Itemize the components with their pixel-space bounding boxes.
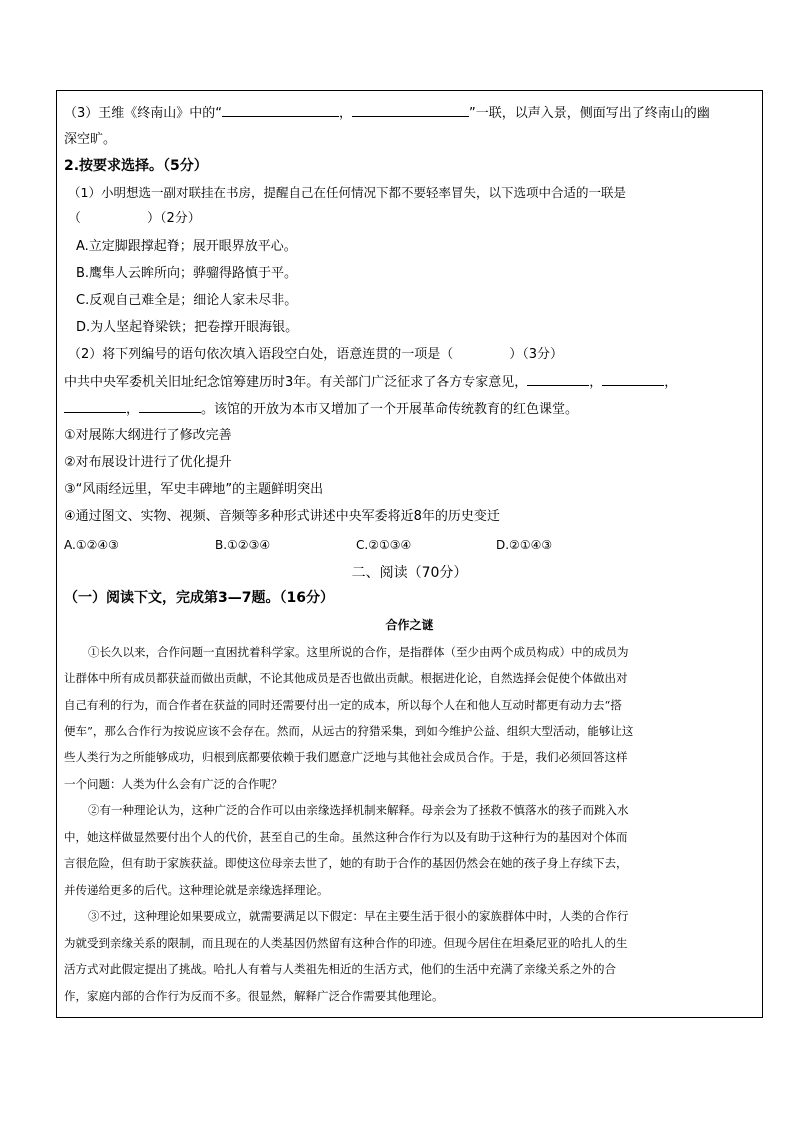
item-2: ②对布展设计进行了优化提升: [64, 455, 232, 470]
punctuation: ，: [589, 375, 603, 390]
question-text: ）（3分）: [509, 347, 564, 362]
question-text: （2）将下列编号的语句依次填入语段空白处，语意连贯的一项是（: [68, 347, 454, 362]
question-2-2: [68, 346, 563, 364]
article-line: 活方式对此假定提出了挑战。哈扎人有着与人类祖先相近的生活方式，他们的生活中充满了亲缘关系之外的合: [64, 962, 616, 976]
question-text: （3）王维《终南山》中的“: [64, 106, 223, 121]
answer-blank[interactable]: [352, 104, 469, 117]
article-line: 些人类行为之所能够成功，归根到底都要依赖于我们愿意广泛地与其他社会成员合作。于是，我们必须回答这样: [64, 750, 628, 764]
answer-blank[interactable]: [139, 400, 201, 413]
article-line: 便车”，那么合作行为按说应该不会存在。然而，从远古的狩猎采集，到如今维护公益、组织大型活动，能够让这: [64, 724, 634, 738]
article-line: 言很危险，但有助于家族获益。即使这位母亲去世了，她的有助于合作的基因仍然会在她的孩子身上存续下去，: [64, 856, 628, 870]
choice-d: D.②①④③: [496, 538, 553, 552]
article-line: 让群体中所有成员都获益而做出贡献，不论其他成员是否也做出贡献。根据进化论，自然选择会促使个体做出对: [64, 671, 628, 685]
article-line: 并传递给更多的后代。这种理论就是亲缘选择理论。: [64, 883, 329, 897]
part-heading: （一）阅读下文，完成第3—7题。（16分）: [64, 590, 334, 606]
paren: （: [68, 211, 82, 226]
passage-text: 中共中央军委机关旧址纪念馆筹建历时3年。有关部门广泛征求了各方专家意见，: [64, 375, 528, 390]
question-2-1-paren: [68, 210, 201, 228]
punctuation: ，: [339, 106, 353, 121]
question-2-heading: 2.按要求选择。（5分）: [64, 158, 208, 174]
item-3: ③“风雨经远里，军史丰碑地”的主题鲜明突出: [64, 482, 324, 497]
question-text: ”一联，以声入景，侧面写出了终南山的幽: [469, 106, 710, 121]
item-4: ④通过图文、实物、视频、音频等多种形式讲述中央军委将近8年的历史变迁: [64, 509, 500, 524]
article-line: 为就受到亲缘关系的限制，而且现在的人类基因仍然留有这种合作的印迹。但现今居住在坦桑尼亚的哈扎人的生: [64, 936, 628, 950]
article-line: ②有一种理论认为，这种广泛的合作可以由亲缘选择机制来解释。母亲会为了拯救不慎落水的孩子而跳入水: [88, 803, 629, 817]
choice-b: B.①②③④: [215, 538, 271, 552]
choice-a: A.①②④③: [64, 538, 119, 552]
option-b: B.鹰隼人云眸所向；骅骝得路慎于平。: [76, 266, 298, 281]
article-line: 中，她这样做显然要付出个人的代价，甚至自己的生命。虽然这种合作行为以及有助于这种行为的基因对个体而: [64, 830, 628, 844]
article-line: ③不过，这种理论如果要成立，就需要满足以下假定：早在主要生活于很小的家族群体中时，人类的合作行: [88, 909, 629, 923]
answer-blank[interactable]: [64, 400, 126, 413]
option-d: D.为人坚起脊梁铁；把卷撑开眼海银。: [76, 320, 299, 335]
passage-text: 。该馆的开放为本市又增加了一个开展革命传统教育的红色课堂。: [201, 402, 579, 417]
article-title: 合作之谜: [385, 618, 434, 632]
content-frame: [56, 90, 763, 1018]
article-line: 一个问题：人类为什么会有广泛的合作呢？: [64, 777, 283, 791]
passage-line-1: [64, 373, 677, 392]
question-1-3: [64, 104, 710, 123]
paren: ）（2分）: [147, 211, 201, 226]
item-1: ①对展陈大纲进行了修改完善: [64, 428, 232, 443]
punctuation: ，: [664, 375, 678, 390]
answer-blank[interactable]: [222, 104, 339, 117]
option-a: A.立定脚跟撑起脊；展开眼界放平心。: [76, 239, 297, 254]
passage-line-2: [64, 400, 578, 419]
option-c: C.反观自己难全是；细论人家未尽非。: [76, 293, 298, 308]
question-2-1: （1）小明想选一副对联挂在书房，提醒自己在任何情况下都不要轻率冒失，以下选项中合适的一联是: [68, 185, 626, 200]
answer-blank[interactable]: [527, 373, 589, 386]
article-line: ①长久以来，合作问题一直困扰着科学家。这里所说的合作，是指群体（至少由两个成员构成）中的成员为: [88, 645, 629, 659]
question-1-3-cont: 深空旷。: [64, 132, 117, 147]
section-title: 二、阅读（70分）: [351, 565, 468, 581]
punctuation: ，: [126, 402, 140, 417]
choice-c: C.②①③④: [356, 538, 412, 552]
article-line: 自己有利的行为，而合作者在获益的同时还需要付出一定的成本，所以每个人在和他人互动时都更有动力去“搭: [64, 698, 622, 712]
answer-blank[interactable]: [602, 373, 664, 386]
article-line: 作，家庭内部的合作行为反而不多。很显然，解释广泛合作需要其他理论。: [64, 989, 444, 1003]
